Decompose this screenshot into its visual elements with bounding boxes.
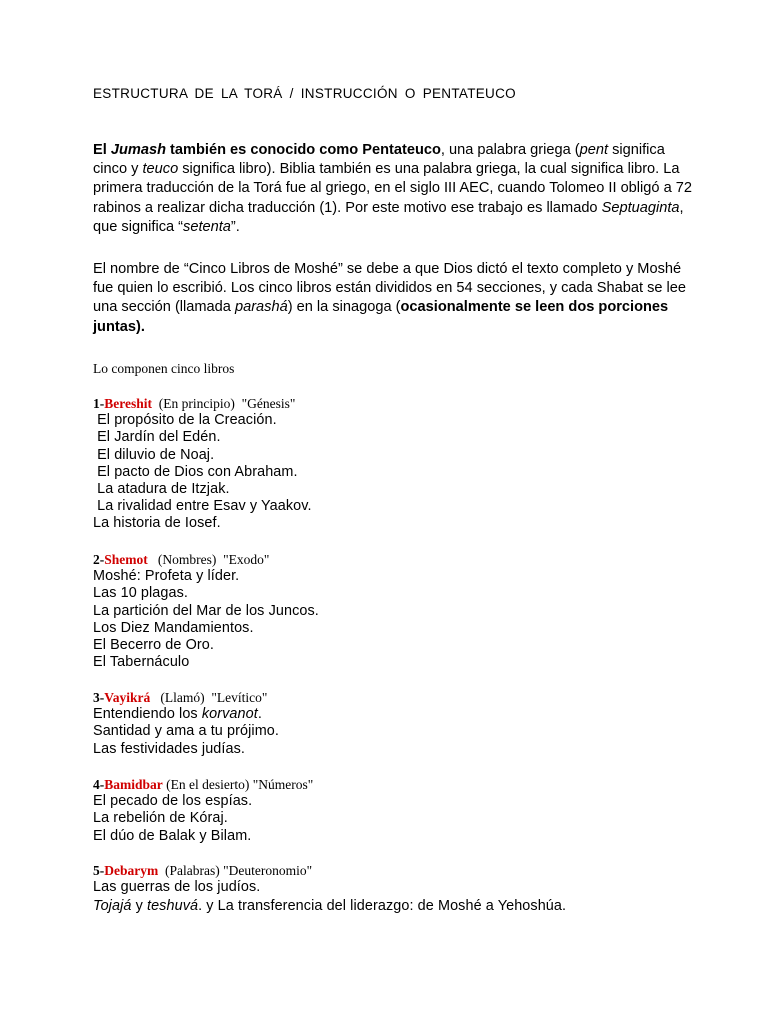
- book-name: Bamidbar: [104, 777, 163, 792]
- paragraph-cinco-libros: [93, 260, 693, 337]
- list-item: La historia de Iosef.: [93, 515, 221, 532]
- book-heading: [93, 395, 713, 412]
- book-bamidbar: [93, 776, 713, 845]
- list-item: El dúo de Balak y Bilam.: [93, 827, 252, 844]
- book-bereshit: [93, 395, 713, 533]
- text-fragment: ) en la sinagoga (: [287, 299, 401, 316]
- book-shemot: [93, 551, 713, 671]
- intro-line: Lo componen cinco libros: [93, 361, 235, 376]
- list-item: El Jardín del Edén.: [93, 429, 221, 446]
- text-ocasionalmente: ocasionalmente se leen dos porciones juntas).: [93, 299, 669, 335]
- text-conocido: también es conocido como Pentateuco: [166, 142, 441, 158]
- book-heading: [93, 689, 713, 706]
- paragraph-jumash: [93, 141, 693, 237]
- book-number: 2-: [93, 552, 105, 567]
- book-meaning: (Palabras) "Deuteronomio": [158, 863, 313, 878]
- text-el: El: [93, 142, 111, 158]
- list-item: Las 10 plagas.: [93, 585, 189, 602]
- book-name: Debarym: [104, 863, 159, 878]
- list-item: La atadura de Itzjak.: [93, 481, 230, 498]
- document-title: ESTRUCTURA DE LA TORÁ / INSTRUCCIÓN O PENTATEUCO: [93, 86, 516, 101]
- term-septuaginta: Septuaginta: [601, 199, 680, 216]
- text-fragment: significa libro). Biblia también es una palabra griega, la cual significa libro. La primera traducción de la Torá fue al griego, en el siglo III AEC, cuando Tolomeo II obligó a 72 rabinos a realizar dicha traducción (1). Por este motivo ese trabajo es llamado: [93, 161, 692, 216]
- book-vayikra: [93, 689, 713, 758]
- book-meaning: (En principio) "Génesis": [152, 396, 296, 411]
- book-number: 5-: [93, 863, 105, 878]
- book-debarym: [93, 862, 713, 916]
- list-item: El diluvio de Noaj.: [93, 446, 215, 463]
- list-item: Moshé: Profeta y líder.: [93, 568, 240, 585]
- term-setenta: setenta: [183, 218, 231, 235]
- term-jumash: Jumash: [110, 142, 166, 158]
- list-item: El propósito de la Creación.: [93, 412, 277, 429]
- book-number: 3-: [93, 690, 105, 705]
- text-fragment: ”.: [230, 218, 240, 235]
- text-fragment: , una palabra griega (: [440, 142, 580, 158]
- term-pent: pent: [579, 142, 609, 158]
- book-meaning: (Nombres) "Exodo": [147, 552, 270, 567]
- term-parasha: parashá: [234, 299, 288, 316]
- text-fragment: y: [131, 898, 147, 915]
- text-fragment: . y La transferencia del liderazgo: de Moshé a Yehoshúa.: [198, 898, 567, 915]
- book-meaning: (Llamó) "Levítico": [150, 690, 268, 705]
- list-item: El Becerro de Oro.: [93, 637, 214, 654]
- book-meaning: (En el desierto) "Números": [162, 777, 314, 792]
- term-teuco: teuco: [142, 161, 179, 178]
- book-heading: [93, 776, 713, 793]
- list-item: El pecado de los espías.: [93, 793, 253, 810]
- list-item: Las festividades judías.: [93, 740, 245, 757]
- list-item: La rebelión de Kóraj.: [93, 810, 228, 827]
- book-name: Shemot: [104, 552, 148, 567]
- text-fragment: El nombre de “Cinco Libros de Moshé” se debe a que Dios dictó el texto completo y Moshé fue quien lo escribió. Los cinco libros están divididos en 54 secciones, y cada Shabat se lee una sección (llamada: [93, 261, 687, 316]
- book-number: 1-: [93, 396, 105, 411]
- list-item: La partición del Mar de los Juncos.: [93, 602, 319, 619]
- list-item: El pacto de Dios con Abraham.: [93, 463, 298, 480]
- term-tojaja: Tojajá: [93, 898, 132, 915]
- list-item: El Tabernáculo: [93, 654, 190, 671]
- list-item: Los Diez Mandamientos.: [93, 619, 254, 636]
- book-name: Bereshit: [104, 396, 152, 411]
- term-korvanot: korvanot: [201, 706, 258, 723]
- book-name: Vayikrá: [104, 690, 151, 705]
- list-item: La rivalidad entre Esav y Yaakov.: [93, 498, 312, 515]
- list-item: Santidad y ama a tu prójimo.: [93, 723, 279, 740]
- list-item: [93, 898, 713, 915]
- list-item: Las guerras de los judíos.: [93, 879, 261, 896]
- text-fragment: significa cinco y: [93, 142, 665, 178]
- list-item: [93, 706, 713, 723]
- text-fragment: , que significa “: [93, 199, 684, 235]
- book-number: 4-: [93, 777, 105, 792]
- text-fragment: .: [257, 706, 262, 723]
- term-teshuva: teshuvá: [146, 898, 199, 915]
- book-heading: [93, 862, 713, 879]
- text-fragment: Entendiendo los: [93, 706, 202, 723]
- book-heading: [93, 551, 713, 568]
